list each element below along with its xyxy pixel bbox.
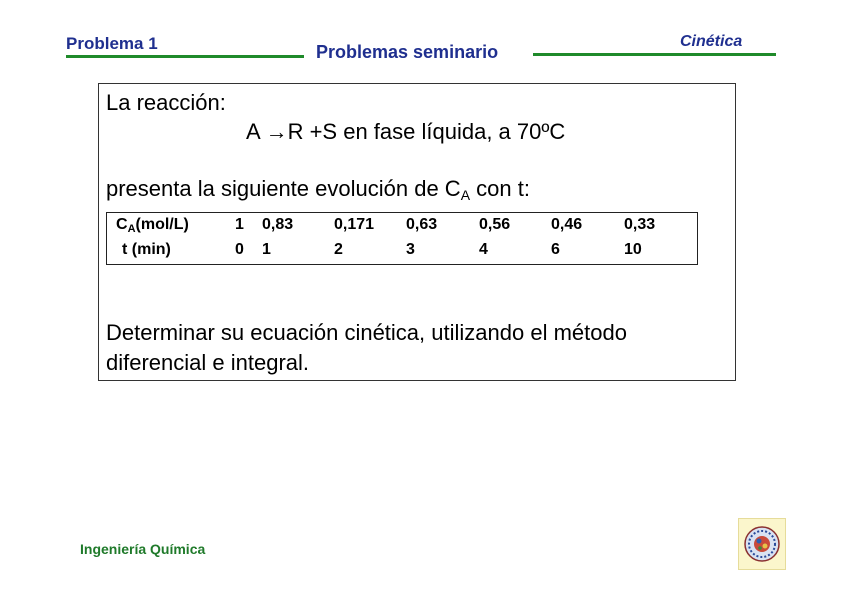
row-label-subscript: A <box>127 223 136 235</box>
task-text-line2: diferencial e integral. <box>106 350 310 375</box>
t-value: 0 <box>235 241 244 258</box>
task-text-line1: Determinar su ecuación cinética, utilizando el método <box>106 320 627 345</box>
t-value: 6 <box>551 241 560 258</box>
university-seal-icon <box>738 518 786 570</box>
evolution-prefix: presenta la siguiente evolución de C <box>106 176 461 201</box>
ca-value: 0,33 <box>624 216 656 233</box>
row-label-units: (mol/L) <box>135 216 189 233</box>
ca-value: 0,63 <box>406 216 438 233</box>
row-label-concentration <box>116 216 189 235</box>
problem-number-label: Problema 1 <box>66 34 158 53</box>
intro-text: La reacción: <box>106 90 226 115</box>
ca-value: 0,46 <box>551 216 583 233</box>
header-divider-left <box>66 55 304 58</box>
t-value: 1 <box>262 241 271 258</box>
t-value: 2 <box>334 241 343 258</box>
evolution-text <box>106 176 530 208</box>
t-value: 3 <box>406 241 415 258</box>
evolution-subscript: A <box>460 187 471 203</box>
footer-label: Ingeniería Química <box>80 541 206 557</box>
page-title: Problemas seminario <box>316 42 499 62</box>
ca-value: 0,83 <box>262 216 294 233</box>
header-divider-right <box>533 53 776 56</box>
seal-graphic <box>739 519 785 569</box>
topic-label: Cinética <box>680 33 743 50</box>
row-label-time: t (min) <box>122 241 171 258</box>
reaction-equation: A →R +S en fase líquida, a 70ºC <box>246 119 566 144</box>
ca-value: 1 <box>235 216 244 233</box>
t-value: 4 <box>479 241 488 258</box>
data-table <box>106 212 698 265</box>
row-label-c: C <box>116 216 128 233</box>
t-value: 10 <box>624 241 642 258</box>
evolution-suffix: con t: <box>470 176 530 201</box>
ca-value: 0,56 <box>479 216 511 233</box>
ca-value: 0,171 <box>334 216 375 233</box>
